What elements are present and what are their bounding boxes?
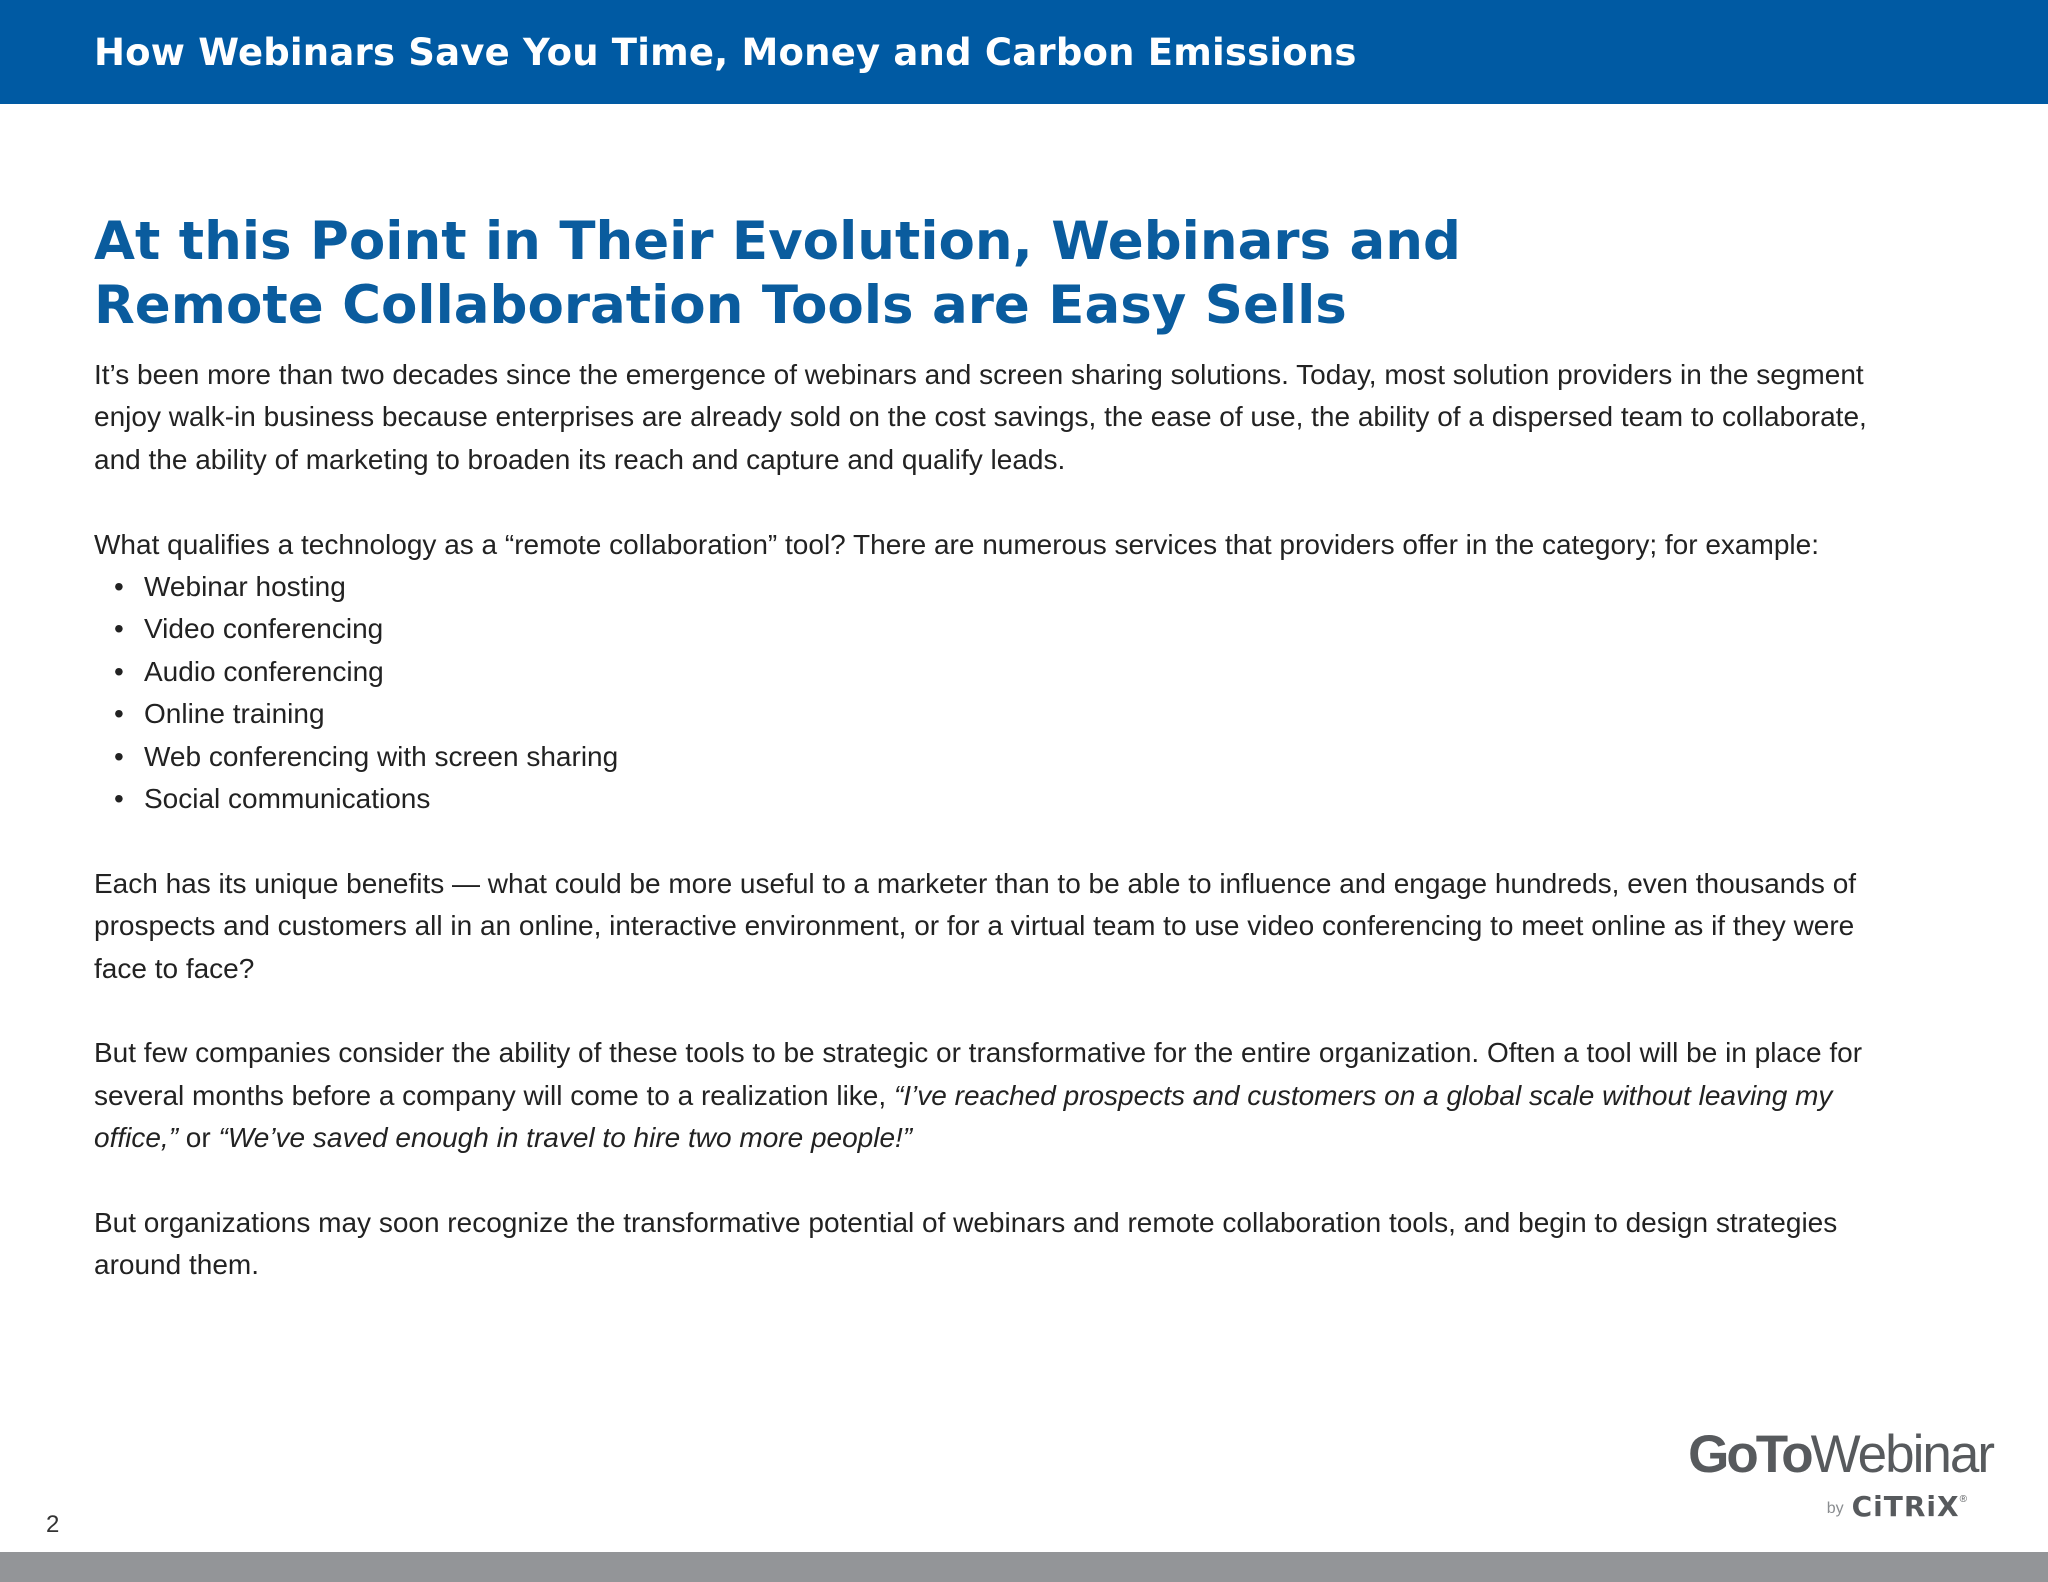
paragraph-connector: or <box>178 1122 219 1154</box>
list-item: • Video conferencing <box>94 608 1894 650</box>
page-title <box>94 210 1894 338</box>
logo-wordmark <box>1688 1424 1993 1486</box>
gotowebinar-logo <box>1688 1424 2000 1534</box>
list-item: • Webinar hosting <box>94 566 1894 608</box>
list-item: • Online training <box>94 693 1894 735</box>
footer-band <box>0 1552 2048 1582</box>
list-item: • Audio conferencing <box>94 651 1894 693</box>
citrix-logo: CiTRiX <box>1851 1490 1960 1523</box>
logo-by: by <box>1826 1500 1844 1517</box>
list-item: • Web conferencing with screen sharing <box>94 736 1894 778</box>
quote-travel-savings: “We’ve saved enough in travel to hire two more people!” <box>218 1122 913 1154</box>
page-number: 2 <box>46 1511 60 1538</box>
paragraph-intro: It’s been more than two decades since the emergence of webinars and screen sharing solutions. Today, most solution providers in the segment enjoy walk-in business because enterprises are already sold on the cost savings, the ease of use, the ability of a dispersed team to collaborate, and the ability of marketing to broaden its reach and capture and qualify leads. <box>94 359 1867 475</box>
list-item: • Social communications <box>94 778 1894 820</box>
page-title-line-2: Remote Collaboration Tools are Easy Sells <box>94 275 1347 336</box>
header-title: How Webinars Save You Time, Money and Carbon Emissions <box>94 31 1357 74</box>
logo-webinar: Webinar <box>1810 1425 1993 1484</box>
paragraph-conclusion: But organizations may soon recognize the transformative potential of webinars and remote collaboration tools, and begin to design strategies around them. <box>94 1207 1838 1281</box>
logo-byline <box>1827 1490 1967 1523</box>
tool-list <box>94 566 1894 820</box>
page-title-line-1: At this Point in Their Evolution, Webinars and <box>94 211 1461 272</box>
paragraph-benefits: Each has its unique benefits — what could be more useful to a marketer than to be able to influence and engage hundreds, even thousands of prospects and customers all in an online, interactive environment, or for a virtual team to use video conferencing to meet online as if they were face to face? <box>94 867 1857 984</box>
body-text <box>94 354 1894 1287</box>
quote-global-scale: “I’ve reached prospects and customers on a global scale without leaving my office,” <box>94 1079 1833 1154</box>
logo-trademark: ® <box>1959 1494 1967 1505</box>
paragraph-qualifies: What qualifies a technology as a “remote collaboration” tool? There are numerous services that providers offer in the category; for example: <box>94 528 1819 560</box>
logo-goto: GoTo <box>1688 1425 1811 1484</box>
paragraph-strategic-text: But few companies consider the ability of these tools to be strategic or transformative for the entire organization. Often a tool will be in place for several months before a company will come to a realization like, <box>94 1037 1863 1111</box>
header-band <box>0 0 2048 104</box>
paragraph-strategic <box>94 1032 1894 1159</box>
